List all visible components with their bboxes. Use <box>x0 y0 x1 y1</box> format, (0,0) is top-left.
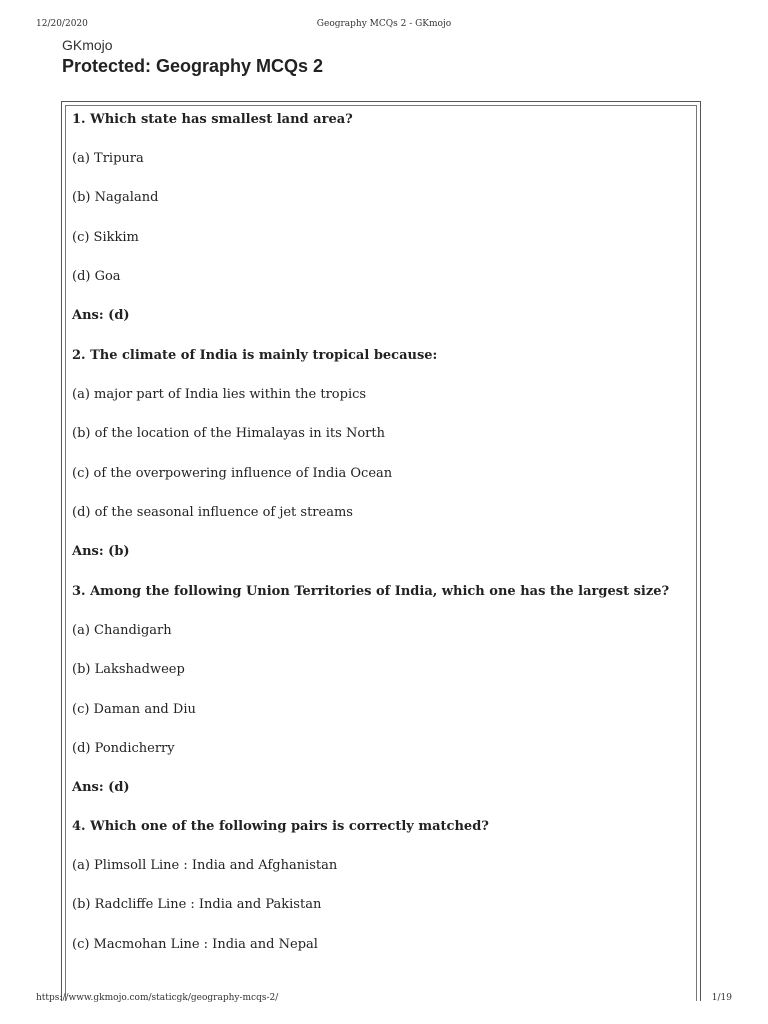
question-2-option-a: (a) major part of India lies within the tropics <box>72 387 367 402</box>
question-3-answer: Ans: (d) <box>72 780 130 795</box>
page-title: Protected: Geography MCQs 2 <box>62 56 324 76</box>
question-3-option-c: (c) Daman and Diu <box>72 702 196 717</box>
question-4-option-c: (c) Macmohan Line : India and Nepal <box>72 937 318 952</box>
question-1-option-d: (d) Goa <box>72 269 121 284</box>
question-1: 1. Which state has smallest land area? <box>72 112 353 127</box>
question-2-option-b: (b) of the location of the Himalayas in its North <box>72 426 385 441</box>
question-3-option-d: (d) Pondicherry <box>72 741 175 756</box>
question-1-option-b: (b) Nagaland <box>72 190 159 205</box>
print-footer <box>36 993 732 1005</box>
site-name[interactable]: GKmojo <box>62 37 113 53</box>
question-3-option-a: (a) Chandigarh <box>72 623 172 638</box>
question-4-option-a: (a) Plimsoll Line : India and Afghanistan <box>72 858 338 873</box>
question-4-option-b: (b) Radcliffe Line : India and Pakistan <box>72 897 322 912</box>
question-2: 2. The climate of India is mainly tropical because: <box>72 348 438 363</box>
question-2-answer: Ans: (b) <box>72 544 130 559</box>
print-title: Geography MCQs 2 - GKmojo <box>316 19 452 29</box>
question-1-answer: Ans: (d) <box>72 308 130 323</box>
question-3: 3. Among the following Union Territories of India, which one has the largest size? <box>72 584 670 599</box>
question-1-option-c: (c) Sikkim <box>72 230 139 245</box>
question-1-option-a: (a) Tripura <box>72 151 144 166</box>
question-2-option-c: (c) of the overpowering influence of India Ocean <box>72 466 393 481</box>
print-url[interactable]: https://www.gkmojo.com/staticgk/geography-mcqs-2/ <box>36 993 279 1003</box>
question-4: 4. Which one of the following pairs is correctly matched? <box>72 819 489 834</box>
print-page-number: 1/19 <box>711 993 732 1003</box>
question-2-option-d: (d) of the seasonal influence of jet streams <box>72 505 353 520</box>
print-date: 12/20/2020 <box>36 19 88 29</box>
question-3-option-b: (b) Lakshadweep <box>72 662 185 677</box>
print-header <box>36 19 732 31</box>
